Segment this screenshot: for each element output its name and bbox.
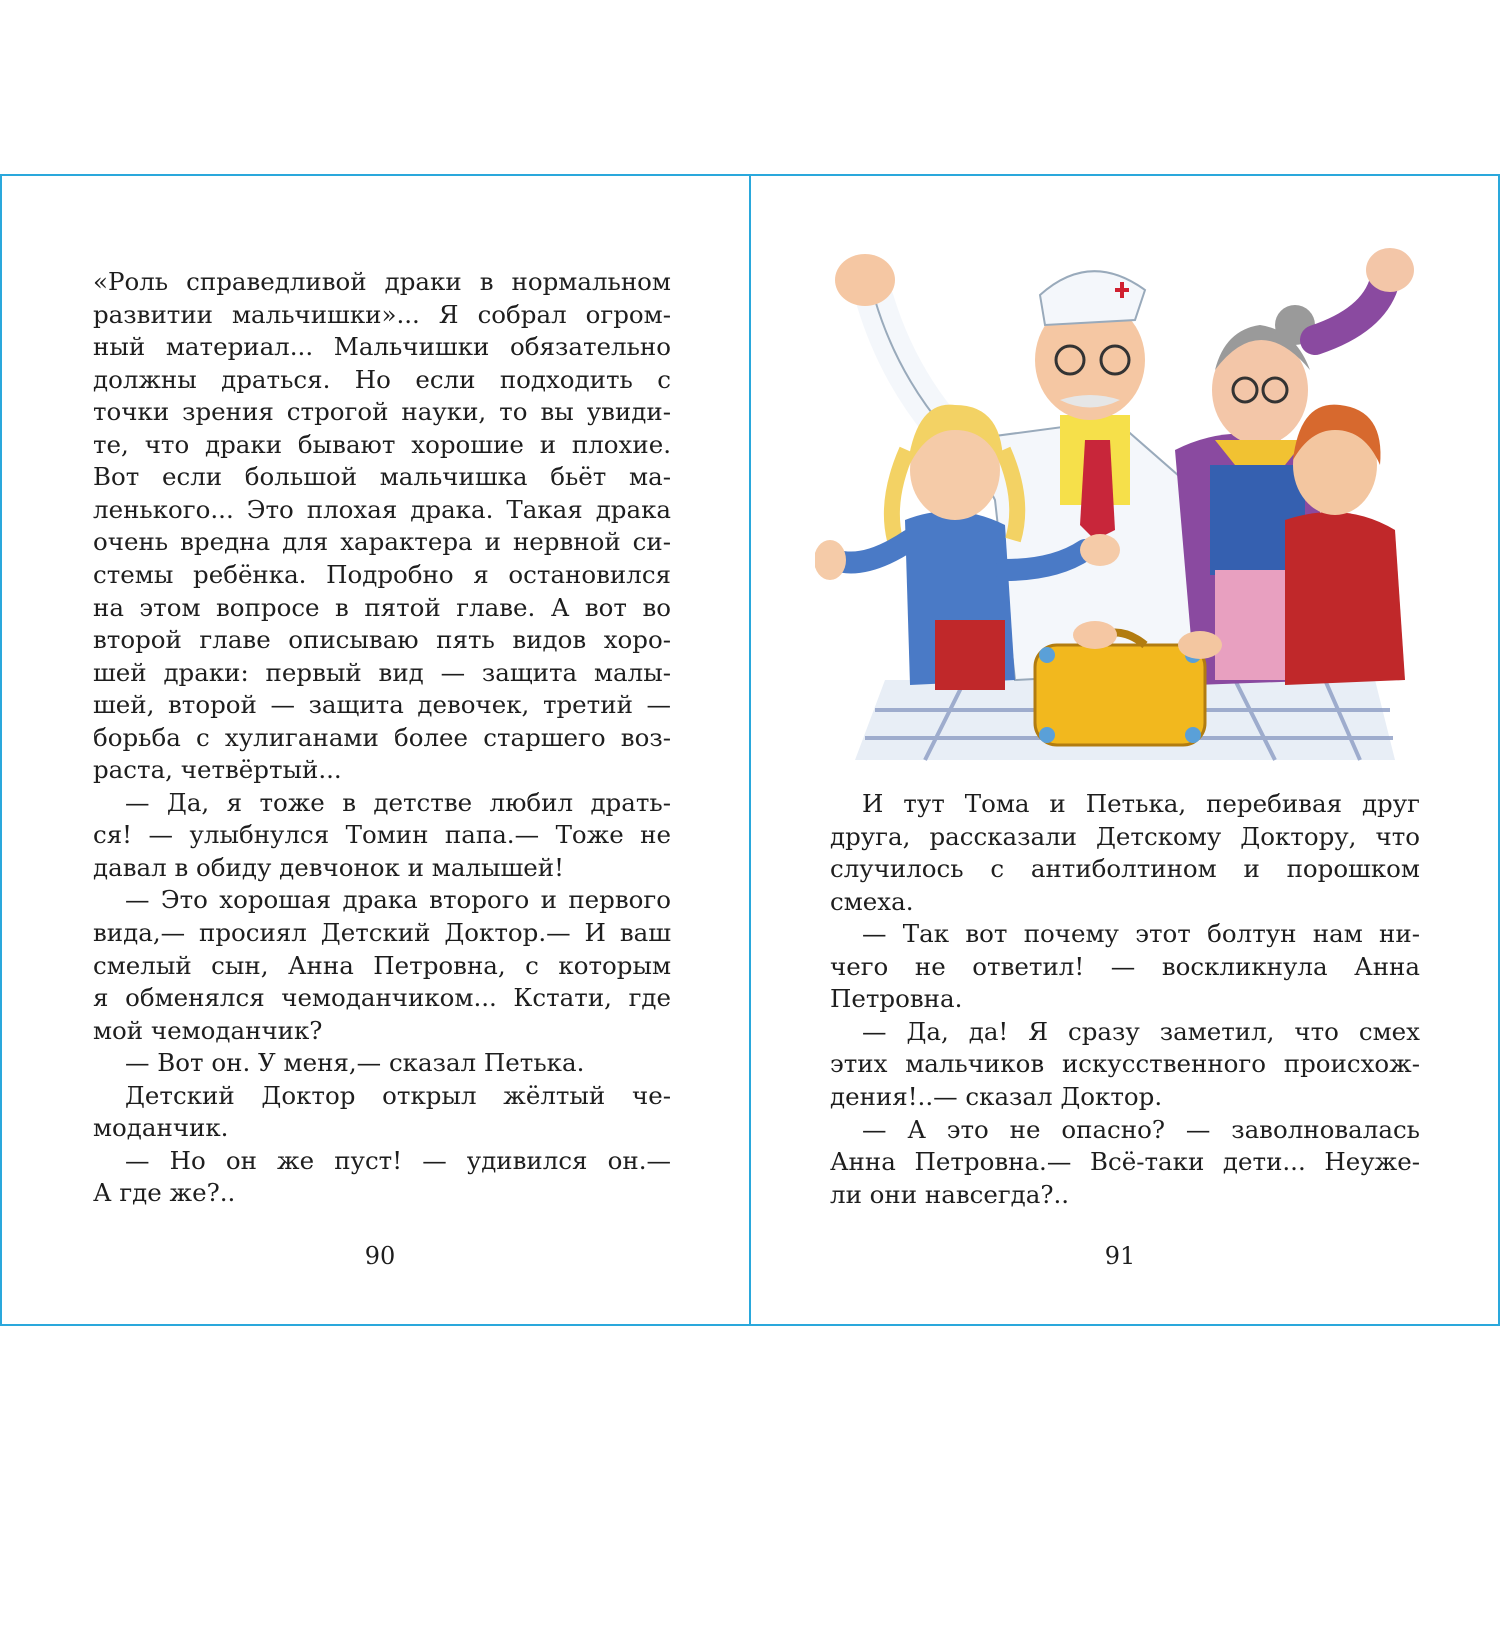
text-line: шей драки: первый вид — защита малы- <box>93 657 671 687</box>
text-line: — Это хорошая драка второго и первого <box>125 885 671 915</box>
text-line: И тут Тома и Петька, перебивая друг <box>862 789 1420 818</box>
page-number-right: 91 <box>1104 1242 1136 1270</box>
text-line: второй главе описываю пять видов хоро- <box>93 625 671 655</box>
text-line: — Да, я тоже в детстве любил драть- <box>125 787 671 817</box>
illustration-doctor-grandmother-children <box>815 240 1415 780</box>
text-line: борьба с хулиганами более старшего воз- <box>93 722 671 752</box>
right-page-body <box>750 0 1500 1500</box>
text-line: ленького... Это плохая драка. Такая драка <box>93 494 671 524</box>
text-line: должны драться. Но если подходить с <box>93 364 671 394</box>
text-line: А где же?.. <box>93 1178 236 1208</box>
text-line: смеха. <box>830 886 914 916</box>
text-line: Детский Доктор открыл жёлтый че- <box>125 1080 671 1110</box>
text-line: дения!..— сказал Доктор. <box>830 1081 1163 1111</box>
text-line: случилось с антиболтином и порошком <box>830 854 1420 884</box>
frame-left-edge <box>0 174 2 1326</box>
text-line: давал в обиду девчонок и малышей! <box>93 852 564 882</box>
text-line: Анна Петровна.— Всё-таки дети... Неуже- <box>830 1147 1420 1177</box>
text-line: — Вот он. У меня,— сказал Петька. <box>125 1048 585 1078</box>
text-line: вида,— просиял Детский Доктор.— И ваш <box>93 918 671 947</box>
doctor <box>835 254 1205 680</box>
text-line: ся! — улыбнулся Томин папа.— Тоже не <box>93 820 671 850</box>
text-line: этих мальчиков искусственного происхож- <box>830 1049 1420 1079</box>
left-page-body <box>0 0 750 1500</box>
text-line: чего не ответил! — воскликнула Анна <box>830 951 1420 981</box>
text-line: мой чемоданчик? <box>93 1015 323 1045</box>
text-line: — А это не опасно? — заволновалась <box>862 1114 1420 1144</box>
page-number-left: 90 <box>364 1242 396 1270</box>
text-line: — Так вот почему этот болтун нам ни- <box>862 919 1420 949</box>
text-line: очень вредна для характера и нервной си- <box>93 527 671 557</box>
text-line: на этом вопросе в пятой главе. А вот во <box>93 592 671 622</box>
text-line: шей, второй — защита девочек, третий — <box>93 690 671 720</box>
text-line: я обменялся чемоданчиком... Кстати, где <box>93 983 671 1013</box>
text-line: моданчик. <box>93 1113 229 1143</box>
text-line: — Но он же пуст! — удивился он.— <box>125 1145 671 1175</box>
text-line: Вот если большой мальчишка бьёт ма- <box>93 462 671 492</box>
boy <box>1285 405 1405 685</box>
text-line: друга, рассказали Детскому Доктору, что <box>830 821 1420 851</box>
text-line: развитии мальчишки»... Я собрал огром- <box>93 299 671 329</box>
text-line: стемы ребёнка. Подробно я остановился <box>93 559 671 589</box>
text-line: «Роль справедливой драки в нормальном <box>93 267 671 296</box>
text-line: ли они навсегда?.. <box>830 1179 1070 1209</box>
text-line: те, что драки бывают хорошие и плохие. <box>93 429 671 459</box>
text-line: раста, четвёртый... <box>93 755 342 785</box>
text-line: смелый сын, Анна Петровна, с которым <box>93 950 671 980</box>
text-line: точки зрения строгой науки, то вы увиди- <box>93 397 671 427</box>
frame-spine <box>749 174 751 1326</box>
text-line: Петровна. <box>830 984 963 1014</box>
text-line: — Да, да! Я сразу заметил, что смех <box>862 1016 1420 1046</box>
text-line: ный материал... Мальчишки обязательно <box>93 332 671 362</box>
